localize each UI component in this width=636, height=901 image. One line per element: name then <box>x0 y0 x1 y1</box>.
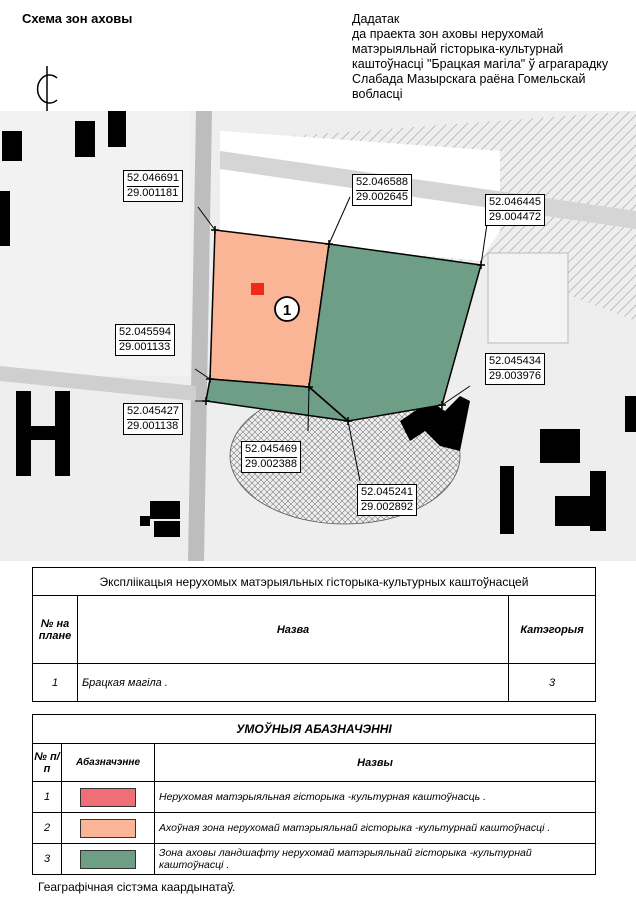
legend-swatch <box>80 850 136 869</box>
legend-symbol <box>62 844 155 875</box>
coordinate-label <box>485 194 545 226</box>
header-num: № на плане <box>33 596 78 664</box>
header-category: Катэгорыя <box>509 596 596 664</box>
latitude: 52.046588 <box>356 176 408 191</box>
legend-symbol <box>62 813 155 844</box>
longitude: 29.001181 <box>127 187 179 199</box>
longitude: 29.003976 <box>489 370 541 382</box>
row-num: 1 <box>33 782 62 813</box>
latitude: 52.046691 <box>127 172 179 187</box>
latitude: 52.046445 <box>489 196 541 211</box>
longitude: 29.001133 <box>119 341 171 353</box>
longitude: 29.004472 <box>489 211 541 223</box>
row-name: Ахоўная зона нерухомай матэрыяльнай гісторыка -культурнай каштоўнасці . <box>155 813 596 844</box>
coordinate-label <box>352 174 412 206</box>
coordinate-label <box>241 441 301 473</box>
latitude: 52.045594 <box>119 326 171 341</box>
annex-line: вобласці <box>352 87 403 101</box>
row-name: Нерухомая матэрыяльная гісторыка -культурная каштоўнасць . <box>155 782 596 813</box>
longitude: 29.002645 <box>356 191 408 203</box>
annex-line: да праекта зон аховы нерухомай <box>352 27 544 41</box>
north-arrow-icon <box>30 66 64 112</box>
map-canvas <box>0 111 636 561</box>
monument-marker <box>251 283 264 295</box>
coordinate-label <box>485 353 545 385</box>
coordinate-label <box>115 324 175 356</box>
table-row <box>33 813 596 844</box>
coordinate-system-note: Геаграфічная сістэма каардынатаў. <box>38 880 236 894</box>
legend-table <box>32 714 596 875</box>
latitude: 52.045427 <box>127 405 179 420</box>
latitude: 52.045241 <box>361 486 413 501</box>
table-row <box>33 664 596 702</box>
table-row <box>33 782 596 813</box>
building-outline <box>488 253 568 343</box>
latitude: 52.045469 <box>245 443 297 458</box>
annex-line: Слабада Мазырскага раёна Гомельскай <box>352 72 586 86</box>
header-names: Назвы <box>155 744 596 782</box>
table-row <box>33 844 596 875</box>
map-title: Схема зон аховы <box>22 11 133 26</box>
legend-symbol <box>62 782 155 813</box>
latitude: 52.045434 <box>489 355 541 370</box>
legend-swatch <box>80 788 136 807</box>
legend-swatch <box>80 819 136 838</box>
row-num: 1 <box>33 664 78 702</box>
legend-title: УМОЎНЫЯ АБАЗНАЧЭННІ <box>33 715 596 744</box>
row-name: Брацкая магіла . <box>78 664 509 702</box>
annex-caption <box>352 12 632 102</box>
explication-table <box>32 567 596 702</box>
map-area <box>0 111 636 561</box>
header-symbol: Абазначэнне <box>62 744 155 782</box>
protection-zone <box>210 230 329 387</box>
explication-title: Экспліікацыя нерухомых матэрыяльных гісторыка-культурных каштоўнасцей <box>33 568 596 596</box>
row-category: 3 <box>509 664 596 702</box>
header-num: № п/п <box>33 744 62 782</box>
annex-line: Дадатак <box>352 12 400 26</box>
annex-line: каштоўнасці "Брацкая магіла" ў аграгарадку <box>352 57 609 71</box>
site-number: 1 <box>282 302 292 319</box>
row-name: Зона аховы ландшафту нерухомай матэрыяльнай гісторыка -культурнай каштоўнасці . <box>155 844 596 875</box>
coordinate-label <box>123 170 183 202</box>
coordinate-label <box>357 484 417 516</box>
longitude: 29.002892 <box>361 501 413 513</box>
row-num: 3 <box>33 844 62 875</box>
annex-line: матэрыяльнай гісторыка-культурнай <box>352 42 564 56</box>
header-name: Назва <box>78 596 509 664</box>
longitude: 29.002388 <box>245 458 297 470</box>
coordinate-label <box>123 403 183 435</box>
longitude: 29.001138 <box>127 420 179 432</box>
row-num: 2 <box>33 813 62 844</box>
